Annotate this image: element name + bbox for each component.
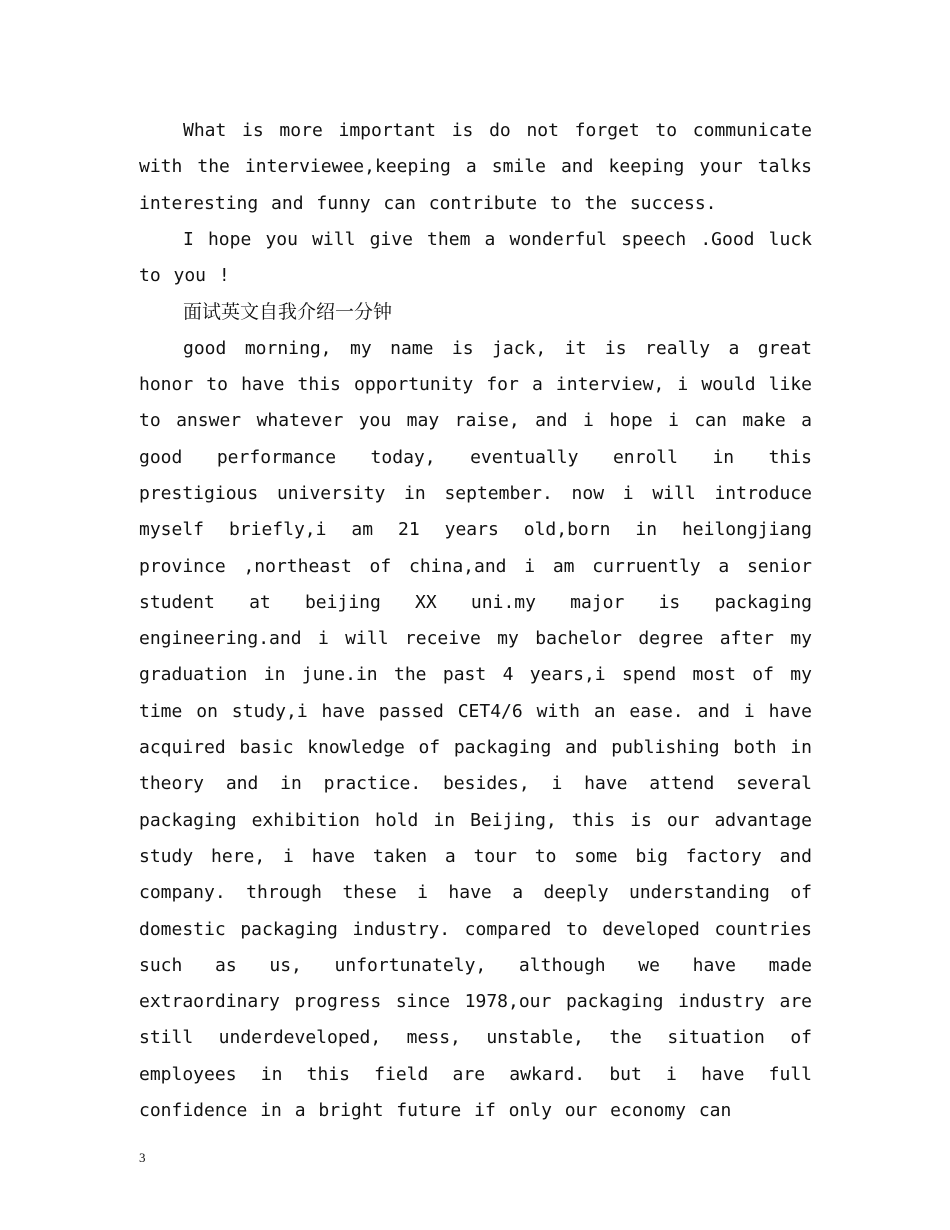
page-number: 3: [139, 1150, 146, 1165]
paragraph-self-introduction: good morning, my name is jack, it is really a great honor to have this opportunity for a interview, i would like to answer whatever you may raise, and i hope i can make a good performance today, eventually enroll in this prestigious university in september. now i will introduce myself briefly,i am 21 years old,born in heilongjiang province ,northeast of china,and i am curruently a senior student at beijing XX uni.my major is packaging engineering.and i will receive my bachelor degree after my graduation in june.in the past 4 years,i spend most of my time on study,i have passed CET4/6 with an ease. and i have acquired basic knowledge of packaging and publishing both in theory and in practice. besides, i have attend several packaging exhibition hold in Beijing, this is our advantage study here, i have taken a tour to some big factory and company. through these i have a deeply understanding of domestic packaging industry. compared to developed countries such as us, unfortunately, although we have made extraordinary progress since 1978,our packaging industry are still underdeveloped, mess, unstable, the situation of employees in this field are awkard. but i have full confidence in a bright future if only our economy can: [139, 337, 812, 1122]
document-body: [139, 113, 812, 1129]
paragraph-good-luck: I hope you will give them a wonderful speech .Good luck to you !: [139, 228, 812, 287]
section-heading: 面试英文自我介绍一分钟: [183, 301, 393, 324]
paragraph-communication-advice: What is more important is do not forget to communicate with the interviewee,keeping a smile and keeping your talks interesting and funny can contribute to the success.: [139, 120, 812, 214]
